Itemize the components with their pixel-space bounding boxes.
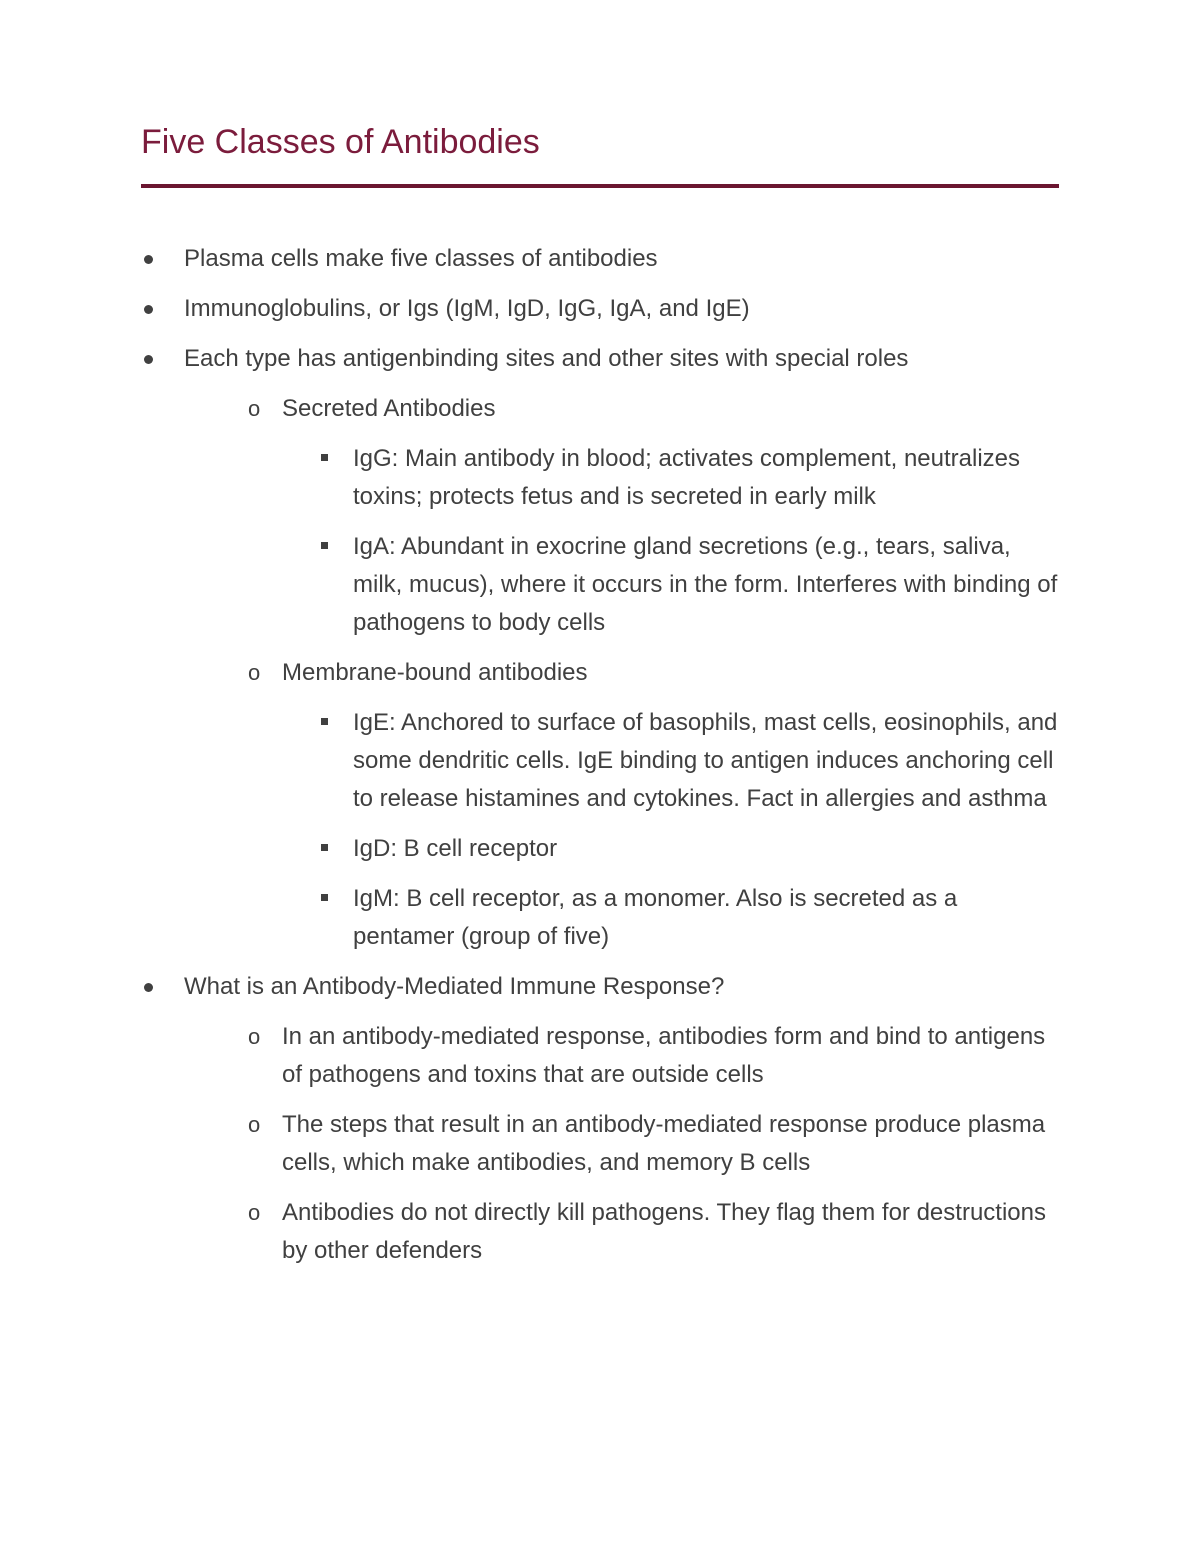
list-item — [141, 240, 1059, 278]
bullet-dot-icon — [144, 255, 153, 264]
list-item — [141, 704, 1059, 818]
list-item-text: IgM: B cell receptor, as a monomer. Also is secreted as a pentamer (group of five) — [353, 885, 958, 950]
list-item-text: What is an Antibody-Mediated Immune Response? — [184, 973, 725, 1000]
list-item-text: Antibodies do not directly kill pathogens. They flag them for destructions by other defenders — [282, 1199, 1046, 1264]
bullet-circle-icon: o — [248, 1024, 261, 1049]
list-item-text: Plasma cells make five classes of antibodies — [184, 245, 658, 272]
list-item — [141, 340, 1059, 378]
list-item — [141, 1106, 1059, 1182]
bullet-circle-icon: o — [248, 396, 261, 421]
bullet-circle-icon: o — [248, 1112, 261, 1137]
list-item-text: IgA: Abundant in exocrine gland secretions (e.g., tears, saliva, milk, mucus), where it occurs in the form. Interferes with binding of pathogens to body cells — [353, 533, 1058, 636]
bullet-square-icon — [321, 844, 328, 851]
list-item-text: Immunoglobulins, or Igs (IgM, IgD, IgG, IgA, and IgE) — [184, 295, 750, 322]
page-title: Five Classes of Antibodies — [141, 123, 540, 161]
bullet-dot-icon — [144, 983, 153, 992]
list-item — [141, 654, 1059, 692]
list-item-text: IgD: B cell receptor — [353, 835, 558, 862]
list-item — [141, 880, 1059, 956]
list-item-text: IgG: Main antibody in blood; activates complement, neutralizes toxins; protects fetus and is secreted in early milk — [353, 445, 1021, 510]
bullet-square-icon — [321, 454, 328, 461]
bullet-dot-icon — [144, 355, 153, 364]
bullet-square-icon — [321, 718, 328, 725]
list-item — [141, 440, 1059, 516]
bullet-square-icon — [321, 894, 328, 901]
title-divider — [141, 184, 1059, 188]
bullet-dot-icon — [144, 305, 153, 314]
bullet-square-icon — [321, 542, 328, 549]
list-item-text: Each type has antigenbinding sites and other sites with special roles — [184, 345, 909, 372]
list-item-text: Secreted Antibodies — [282, 395, 496, 422]
document-page — [141, 118, 1059, 1270]
list-item-text: Membrane-bound antibodies — [282, 659, 588, 686]
list-item — [141, 1194, 1059, 1270]
bullet-circle-icon: o — [248, 660, 261, 685]
list-item — [141, 1018, 1059, 1094]
list-item — [141, 290, 1059, 328]
list-item — [141, 830, 1059, 868]
list-item-text: IgE: Anchored to surface of basophils, mast cells, eosinophils, and some dendritic cells. IgE binding to antigen induces anchoring cell to release histamines and cytokines. Fact in allergies and asthma — [353, 709, 1058, 812]
list-item — [141, 528, 1059, 642]
bullet-list — [141, 240, 1059, 1270]
list-item-text: In an antibody-mediated response, antibodies form and bind to antigens of pathogens and toxins that are outside cells — [282, 1023, 1046, 1088]
list-item — [141, 390, 1059, 428]
list-item — [141, 968, 1059, 1006]
list-item-text: The steps that result in an antibody-mediated response produce plasma cells, which make antibodies, and memory B cells — [282, 1111, 1046, 1176]
bullet-circle-icon: o — [248, 1200, 261, 1225]
